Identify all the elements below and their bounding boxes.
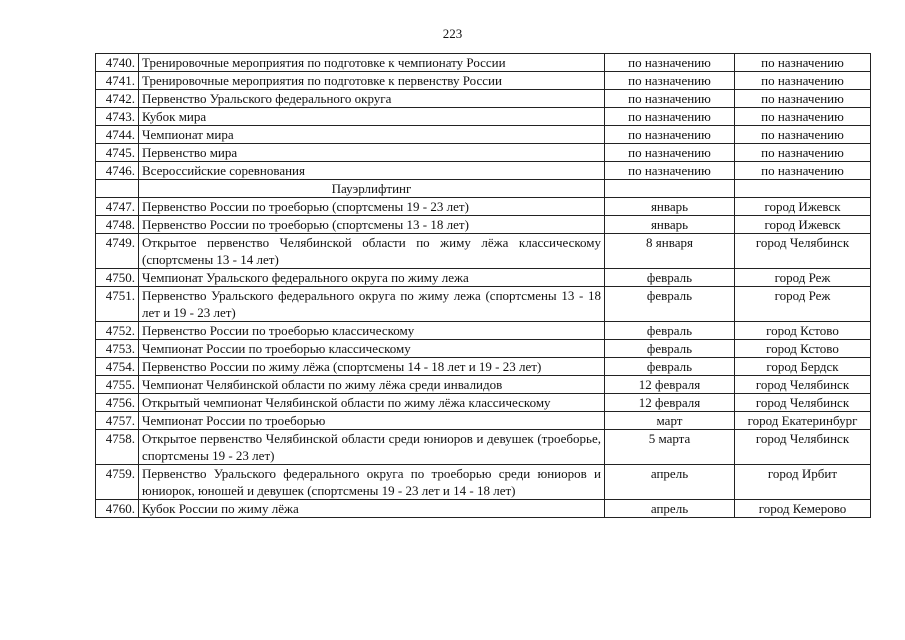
event-place: город Бердск [735, 358, 871, 376]
event-date: по назначению [605, 162, 735, 180]
row-number: 4751. [96, 287, 139, 322]
event-place: по назначению [735, 126, 871, 144]
event-place: город Кемерово [735, 500, 871, 518]
event-name: Пауэрлифтинг [139, 180, 605, 198]
event-place: по назначению [735, 54, 871, 72]
event-name: Кубок России по жиму лёжа [139, 500, 605, 518]
event-place: город Ирбит [735, 465, 871, 500]
event-place: по назначению [735, 162, 871, 180]
row-number: 4744. [96, 126, 139, 144]
event-date: 8 января [605, 234, 735, 269]
event-date: январь [605, 198, 735, 216]
table-row [96, 72, 871, 90]
event-name: Чемпионат России по троеборью классическому [139, 340, 605, 358]
event-name: Тренировочные мероприятия по подготовке к первенству России [139, 72, 605, 90]
row-number [96, 180, 139, 198]
event-name: Первенство России по жиму лёжа (спортсмены 14 - 18 лет и 19 - 23 лет) [139, 358, 605, 376]
table-row [96, 358, 871, 376]
event-place: город Челябинск [735, 234, 871, 269]
event-name: Первенство Уральского федерального округа по жиму лежа (спортсмены 13 - 18 лет и 19 - 23 лет) [139, 287, 605, 322]
row-number: 4747. [96, 198, 139, 216]
table-row [96, 54, 871, 72]
row-number: 4742. [96, 90, 139, 108]
row-number: 4749. [96, 234, 139, 269]
event-place: город Кстово [735, 340, 871, 358]
event-date: февраль [605, 340, 735, 358]
event-date: по назначению [605, 126, 735, 144]
event-name: Чемпионат мира [139, 126, 605, 144]
table-row [96, 90, 871, 108]
table-row [96, 234, 871, 269]
row-number: 4750. [96, 269, 139, 287]
row-number: 4753. [96, 340, 139, 358]
events-table [95, 53, 871, 518]
event-date: по назначению [605, 54, 735, 72]
event-date: январь [605, 216, 735, 234]
event-name: Чемпионат Челябинской области по жиму лёжа среди инвалидов [139, 376, 605, 394]
event-place: город Челябинск [735, 430, 871, 465]
row-number: 4752. [96, 322, 139, 340]
table-row [96, 465, 871, 500]
event-date: 12 февраля [605, 376, 735, 394]
event-date: по назначению [605, 108, 735, 126]
table-row [96, 198, 871, 216]
row-number: 4748. [96, 216, 139, 234]
row-number: 4760. [96, 500, 139, 518]
event-date: февраль [605, 269, 735, 287]
event-date: февраль [605, 287, 735, 322]
event-place: город Челябинск [735, 394, 871, 412]
event-date: март [605, 412, 735, 430]
event-date: 5 марта [605, 430, 735, 465]
event-place: город Ижевск [735, 198, 871, 216]
event-name: Первенство мира [139, 144, 605, 162]
event-place: город Реж [735, 287, 871, 322]
row-number: 4755. [96, 376, 139, 394]
event-name: Открытое первенство Челябинской области среди юниоров и девушек (троеборье, спортсмены 19 - 23 лет) [139, 430, 605, 465]
section-row [96, 180, 871, 198]
event-place: город Кстово [735, 322, 871, 340]
table-row [96, 376, 871, 394]
event-place: город Челябинск [735, 376, 871, 394]
table-row [96, 394, 871, 412]
row-number: 4745. [96, 144, 139, 162]
event-name: Кубок мира [139, 108, 605, 126]
row-number: 4759. [96, 465, 139, 500]
table-row [96, 500, 871, 518]
row-number: 4743. [96, 108, 139, 126]
event-name: Всероссийские соревнования [139, 162, 605, 180]
event-place: по назначению [735, 72, 871, 90]
table-row [96, 144, 871, 162]
event-name: Первенство Уральского федерального округа по троеборью среди юниоров и юниорок, юношей и девушек (спортсмены 19 - 23 лет и 14 - 18 лет) [139, 465, 605, 500]
event-name: Первенство Уральского федерального округа [139, 90, 605, 108]
event-name: Первенство России по троеборью (спортсмены 19 - 23 лет) [139, 198, 605, 216]
row-number: 4746. [96, 162, 139, 180]
event-date: февраль [605, 322, 735, 340]
table-row [96, 126, 871, 144]
event-date: февраль [605, 358, 735, 376]
event-place: город Ижевск [735, 216, 871, 234]
event-date: по назначению [605, 144, 735, 162]
events-table-body [96, 54, 871, 518]
event-name: Чемпионат Уральского федерального округа по жиму лежа [139, 269, 605, 287]
table-row [96, 162, 871, 180]
event-place: по назначению [735, 90, 871, 108]
event-name: Открытый чемпионат Челябинской области по жиму лёжа классическому [139, 394, 605, 412]
row-number: 4757. [96, 412, 139, 430]
table-row [96, 108, 871, 126]
event-name: Открытое первенство Челябинской области по жиму лёжа классическому (спортсмены 13 - 14 лет) [139, 234, 605, 269]
event-date: апрель [605, 500, 735, 518]
table-row [96, 269, 871, 287]
event-place: город Екатеринбург [735, 412, 871, 430]
event-name: Первенство России по троеборью (спортсмены 13 - 18 лет) [139, 216, 605, 234]
table-row [96, 287, 871, 322]
event-name: Чемпионат России по троеборью [139, 412, 605, 430]
event-date: по назначению [605, 90, 735, 108]
table-row [96, 412, 871, 430]
event-place: по назначению [735, 108, 871, 126]
event-date [605, 180, 735, 198]
table-row [96, 322, 871, 340]
event-place [735, 180, 871, 198]
table-row [96, 430, 871, 465]
page-number: 223 [442, 26, 463, 41]
row-number: 4740. [96, 54, 139, 72]
row-number: 4758. [96, 430, 139, 465]
row-number: 4754. [96, 358, 139, 376]
table-row [96, 216, 871, 234]
event-date: апрель [605, 465, 735, 500]
event-date: по назначению [605, 72, 735, 90]
event-place: город Реж [735, 269, 871, 287]
table-row [96, 340, 871, 358]
event-date: 12 февраля [605, 394, 735, 412]
row-number: 4756. [96, 394, 139, 412]
event-name: Тренировочные мероприятия по подготовке к чемпионату России [139, 54, 605, 72]
row-number: 4741. [96, 72, 139, 90]
event-name: Первенство России по троеборью классическому [139, 322, 605, 340]
event-place: по назначению [735, 144, 871, 162]
